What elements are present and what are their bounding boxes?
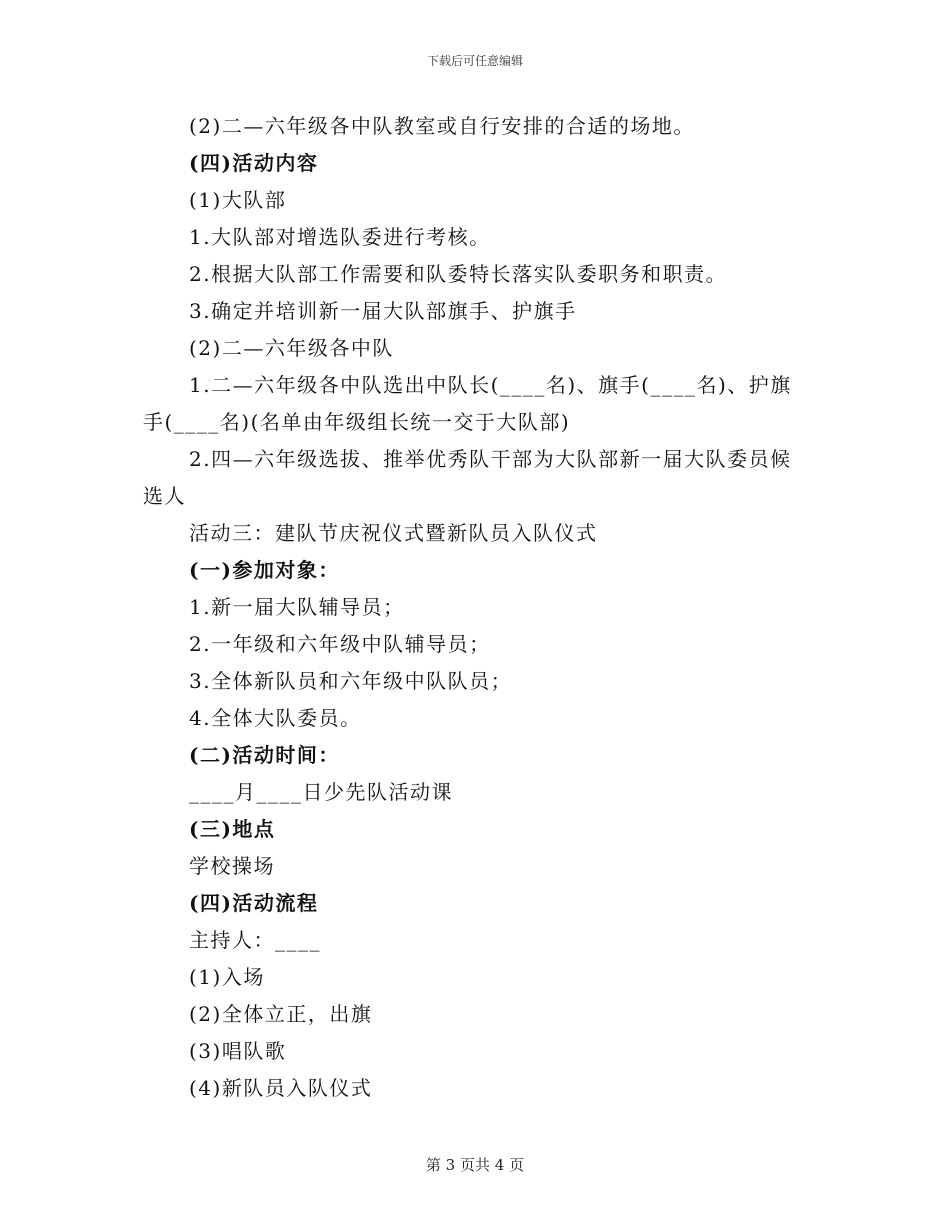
- paragraph: (1)入场: [189, 965, 265, 989]
- paragraph: 1.新一届大队辅导员；: [189, 595, 405, 619]
- paragraph: 1.大队部对增选队委进行考核。: [189, 225, 491, 249]
- page-footer: 第 3 页共 4 页: [425, 1156, 525, 1174]
- paragraph: (4)新队员入队仪式: [189, 1076, 373, 1100]
- paragraph: ____月____日少先队活动课: [189, 780, 453, 804]
- page-header: 下载后可任意编辑: [426, 54, 523, 68]
- paragraph: 2.根据大队部工作需要和队委特长落实队委职务和职责。: [189, 262, 728, 286]
- paragraph: (3)唱队歌: [189, 1039, 287, 1063]
- paragraph: 1.二—六年级各中队选出中队长(____名)、旗手(____名)、护旗手(____名)(名单由年级组长统一交于大队部): [143, 373, 792, 434]
- paragraph: 2.四—六年级选拔、推举优秀队干部为大队部新一届大队委员候选人: [143, 447, 792, 508]
- paragraph: (2)二—六年级各中队: [189, 336, 394, 360]
- paragraph: (2)二—六年级各中队教室或自行安排的合适的场地。: [189, 114, 695, 138]
- paragraph: 4.全体大队委员。: [189, 706, 362, 730]
- paragraph: 2.一年级和六年级中队辅导员；: [189, 632, 491, 656]
- paragraph: 主持人：____: [189, 928, 321, 952]
- section-heading: (一)参加对象：: [189, 558, 340, 582]
- paragraph: (2)全体立正，出旗: [189, 1002, 373, 1026]
- paragraph: 3.全体新队员和六年级中队队员；: [189, 669, 513, 693]
- document-body: [143, 108, 808, 1107]
- section-heading: (四)活动流程: [189, 891, 319, 915]
- section-heading: (二)活动时间：: [189, 743, 340, 767]
- paragraph: 3.确定并培训新一届大队部旗手、护旗手: [189, 299, 577, 323]
- paragraph: 学校操场: [189, 854, 275, 878]
- activity-title: 活动三：建队节庆祝仪式暨新队员入队仪式: [189, 521, 598, 545]
- section-heading: (四)活动内容: [189, 151, 319, 175]
- section-heading: (三)地点: [189, 817, 276, 841]
- paragraph: (1)大队部: [189, 188, 287, 212]
